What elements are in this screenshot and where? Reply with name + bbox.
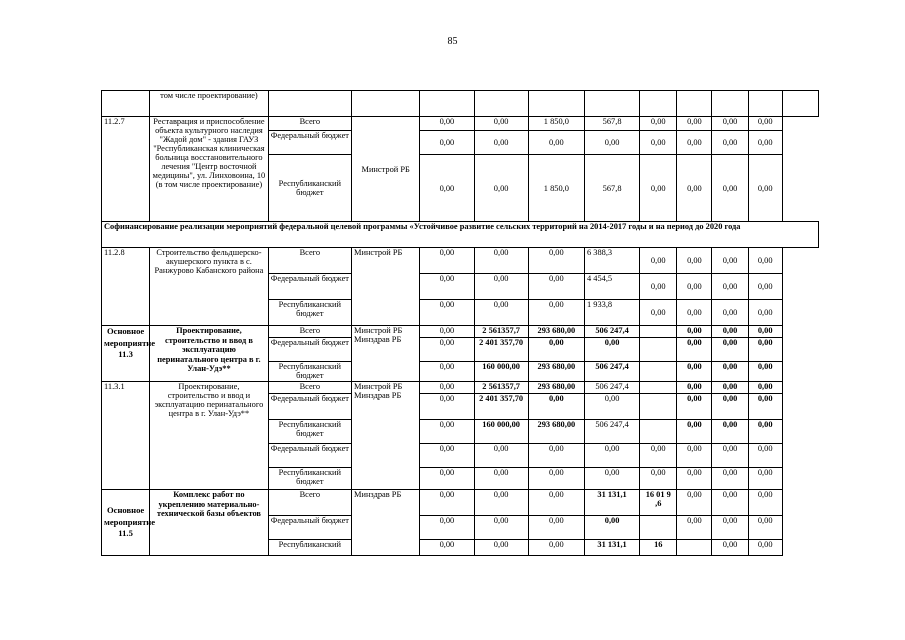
value-cell: 0,00 xyxy=(677,155,712,222)
value-cell: 0,00 xyxy=(420,382,474,394)
value-cell: 0,00 xyxy=(677,131,712,155)
value-cell: 0,00 xyxy=(420,420,474,444)
value-cell: 293 680,00 xyxy=(528,362,584,382)
value-cell: 0,00 xyxy=(420,444,474,468)
value-cell: 0,00 xyxy=(528,540,584,556)
value-cell: 293 680,00 xyxy=(528,420,584,444)
value-cell: 16 01 9 ,6 xyxy=(640,490,677,516)
value-cell: 2 561357,7 xyxy=(474,326,528,338)
value-cell: 160 000,00 xyxy=(474,420,528,444)
value-cell xyxy=(640,362,677,382)
value-cell: 506 247,4 xyxy=(584,362,639,382)
value-cell: 0,00 xyxy=(712,394,748,420)
value-cell: 6 388,3 xyxy=(584,248,639,274)
funding-source: Всего xyxy=(268,326,351,338)
value-cell: 0,00 xyxy=(677,248,712,274)
value-cell: 0,00 xyxy=(474,300,528,326)
value-cell: 0,00 xyxy=(474,155,528,222)
value-cell: 0,00 xyxy=(420,248,474,274)
value-cell: 0,00 xyxy=(677,420,712,444)
value-cell: 0,00 xyxy=(712,490,748,516)
table-row xyxy=(102,248,819,274)
value-cell: 0,00 xyxy=(474,131,528,155)
value-cell: 0,00 xyxy=(640,131,677,155)
table-row xyxy=(102,117,819,131)
value-cell: 0,00 xyxy=(640,117,677,131)
value-cell: 0,00 xyxy=(474,248,528,274)
value-cell: 0,00 xyxy=(584,394,639,420)
value-cell: 160 000,00 xyxy=(474,362,528,382)
value-cell: 0,00 xyxy=(712,338,748,362)
value-cell: 0,00 xyxy=(474,274,528,300)
funding-source: Республиканский бюджет xyxy=(268,155,351,222)
value-cell: 0,00 xyxy=(677,117,712,131)
value-cell: 0,00 xyxy=(677,394,712,420)
value-cell: 0,00 xyxy=(640,444,677,468)
executor: Минздрав РБ xyxy=(352,490,420,556)
section-title: Софинансирование реализации мероприятий федеральной целевой программы «Устойчивое развитие сельских территорий на 2014-2017 годы и на период до 2020 года xyxy=(102,222,819,248)
value-cell: 0,00 xyxy=(420,274,474,300)
value-cell: 0,00 xyxy=(748,326,782,338)
value-cell: 16 xyxy=(640,540,677,556)
value-cell: 0,00 xyxy=(584,444,639,468)
value-cell: 0,00 xyxy=(528,468,584,490)
value-cell: 293 680,00 xyxy=(528,382,584,394)
section-heading-row xyxy=(102,222,819,248)
measure-name: Строительство фельдшерско-акушерского пункта в с. Ранжурово Кабанского района xyxy=(150,248,268,326)
funding-source: Федеральный бюджет xyxy=(268,394,351,420)
value-cell: 0,00 xyxy=(712,516,748,540)
value-cell: 0,00 xyxy=(748,300,782,326)
value-cell: 0,00 xyxy=(528,338,584,362)
value-cell: 0,00 xyxy=(677,490,712,516)
value-cell: 0,00 xyxy=(712,155,748,222)
value-cell: 0,00 xyxy=(748,382,782,394)
value-cell: 2 401 357,70 xyxy=(474,338,528,362)
page-number: 85 xyxy=(447,36,458,47)
value-cell: 0,00 xyxy=(640,155,677,222)
value-cell: 0,00 xyxy=(748,155,782,222)
value-cell: 567,8 xyxy=(584,117,639,131)
funding-source: Республиканский xyxy=(268,540,351,556)
value-cell: 0,00 xyxy=(748,131,782,155)
value-cell: 0,00 xyxy=(420,338,474,362)
value-cell: 567,8 xyxy=(584,155,639,222)
value-cell: 0,00 xyxy=(420,490,474,516)
funding-source: Федеральный бюджет xyxy=(268,444,351,468)
value-cell: 0,00 xyxy=(584,516,639,540)
value-cell: 0,00 xyxy=(528,300,584,326)
measure-code: Основное мероприятие 11.3 xyxy=(102,326,150,382)
value-cell: 506 247,4 xyxy=(584,420,639,444)
value-cell: 0,00 xyxy=(640,468,677,490)
value-cell xyxy=(640,382,677,394)
value-cell: 0,00 xyxy=(712,131,748,155)
value-cell: 293 680,00 xyxy=(528,326,584,338)
value-cell: 0,00 xyxy=(474,490,528,516)
budget-table xyxy=(101,90,819,556)
executor: Минстрой РБ Минздрав РБ xyxy=(352,382,420,490)
value-cell: 0,00 xyxy=(712,468,748,490)
value-cell: 0,00 xyxy=(420,117,474,131)
value-cell: 0,00 xyxy=(712,420,748,444)
value-cell xyxy=(640,326,677,338)
value-cell: 0,00 xyxy=(420,300,474,326)
value-cell: 1 850,0 xyxy=(528,117,584,131)
funding-source: Республиканский бюджет xyxy=(268,420,351,444)
table-row xyxy=(102,326,819,338)
value-cell xyxy=(677,540,712,556)
value-cell: 2 561357,7 xyxy=(474,382,528,394)
funding-source: Всего xyxy=(268,248,351,274)
executor: Минстрой РБ xyxy=(352,117,420,222)
code-cell xyxy=(102,91,150,117)
value-cell: 0,00 xyxy=(712,382,748,394)
value-cell: 0,00 xyxy=(712,540,748,556)
value-cell xyxy=(640,394,677,420)
funding-source: Федеральный бюджет xyxy=(268,516,351,540)
value-cell: 0,00 xyxy=(584,131,639,155)
executor: Минстрой РБ xyxy=(352,248,420,326)
value-cell: 0,00 xyxy=(420,155,474,222)
value-cell: 0,00 xyxy=(640,274,677,300)
value-cell: 0,00 xyxy=(748,444,782,468)
funding-source: Всего xyxy=(268,490,351,516)
value-cell: 0,00 xyxy=(712,444,748,468)
value-cell: 4 454,5 xyxy=(584,274,639,300)
value-cell: 0,00 xyxy=(677,382,712,394)
executor: Минстрой РБ Минздрав РБ xyxy=(352,326,420,382)
value-cell: 506 247,4 xyxy=(584,326,639,338)
funding-source: Всего xyxy=(268,117,351,131)
value-cell: 0,00 xyxy=(528,131,584,155)
value-cell: 0,00 xyxy=(712,248,748,274)
value-cell: 0,00 xyxy=(712,117,748,131)
value-cell: 31 131,1 xyxy=(584,490,639,516)
value-cell: 0,00 xyxy=(528,444,584,468)
value-cell: 0,00 xyxy=(748,362,782,382)
value-cell: 0,00 xyxy=(748,274,782,300)
value-cell: 0,00 xyxy=(528,274,584,300)
value-cell: 0,00 xyxy=(712,362,748,382)
value-cell: 0,00 xyxy=(420,394,474,420)
value-cell: 0,00 xyxy=(748,420,782,444)
value-cell: 0,00 xyxy=(420,131,474,155)
value-cell: 0,00 xyxy=(677,362,712,382)
value-cell: 0,00 xyxy=(677,326,712,338)
value-cell: 0,00 xyxy=(677,516,712,540)
value-cell: 0,00 xyxy=(474,117,528,131)
measure-name: Проектирование, строительство и ввод в эксплуатацию перинатального центра в г. Улан-Удэ** xyxy=(150,326,268,382)
value-cell: 0,00 xyxy=(420,362,474,382)
value-cell: 0,00 xyxy=(420,468,474,490)
value-cell: 0,00 xyxy=(748,117,782,131)
value-cell xyxy=(640,420,677,444)
funding-source: Федеральный бюджет xyxy=(268,338,351,362)
value-cell: 0,00 xyxy=(474,516,528,540)
value-cell: 0,00 xyxy=(712,300,748,326)
value-cell: 0,00 xyxy=(748,394,782,420)
value-cell xyxy=(640,338,677,362)
value-cell: 0,00 xyxy=(474,540,528,556)
value-cell: 0,00 xyxy=(677,468,712,490)
value-cell: 0,00 xyxy=(748,490,782,516)
value-cell: 1 933,8 xyxy=(584,300,639,326)
value-cell: 0,00 xyxy=(677,444,712,468)
value-cell: 0,00 xyxy=(640,300,677,326)
value-cell: 0,00 xyxy=(748,468,782,490)
value-cell: 0,00 xyxy=(474,444,528,468)
value-cell: 0,00 xyxy=(677,300,712,326)
value-cell: 0,00 xyxy=(748,338,782,362)
measure-code: 11.2.8 xyxy=(102,248,150,326)
value-cell: 0,00 xyxy=(528,490,584,516)
funding-source: Республиканский бюджет xyxy=(268,300,351,326)
funding-source: Федеральный бюджет xyxy=(268,131,351,155)
value-cell: 0,00 xyxy=(748,540,782,556)
table-row xyxy=(102,91,819,117)
value-cell: 1 850,0 xyxy=(528,155,584,222)
funding-source: Республиканский бюджет xyxy=(268,362,351,382)
value-cell: 0,00 xyxy=(584,468,639,490)
value-cell: 2 401 357,70 xyxy=(474,394,528,420)
value-cell: 0,00 xyxy=(420,326,474,338)
table-row xyxy=(102,490,819,516)
value-cell: 0,00 xyxy=(584,338,639,362)
value-cell: 31 131,1 xyxy=(584,540,639,556)
value-cell: 0,00 xyxy=(420,540,474,556)
measure-code: Основное мероприятие 11.5 xyxy=(102,490,150,556)
measure-code: 11.3.1 xyxy=(102,382,150,490)
value-cell: 0,00 xyxy=(528,248,584,274)
value-cell: 0,00 xyxy=(712,326,748,338)
value-cell xyxy=(640,516,677,540)
value-cell: 0,00 xyxy=(677,338,712,362)
value-cell: 0,00 xyxy=(640,248,677,274)
value-cell: 0,00 xyxy=(528,394,584,420)
funding-source: Республиканский бюджет xyxy=(268,468,351,490)
value-cell: 0,00 xyxy=(528,516,584,540)
table-row xyxy=(102,382,819,394)
funding-source: Всего xyxy=(268,382,351,394)
value-cell: 0,00 xyxy=(712,274,748,300)
value-cell: 506 247,4 xyxy=(584,382,639,394)
funding-source: Федеральный бюджет xyxy=(268,274,351,300)
value-cell: 0,00 xyxy=(748,248,782,274)
measure-name: Реставрация и приспособление объекта культурного наследия "Жадой дом" - здания ГАУЗ "Республиканская клиническая больница восстановительного лечения "Центр восточной медицины", ул. Линховоина, 10 (в том числе проектирование) xyxy=(150,117,268,222)
measure-name: Комплекс работ по укреплению материально-технической базы объектов xyxy=(150,490,268,556)
measure-name: том числе проектирование) xyxy=(150,91,268,117)
measure-name: Проектирование, строительство и ввод и эксплуатацию перинатального центра в г. Улан-Удэ** xyxy=(150,382,268,490)
value-cell: 0,00 xyxy=(677,274,712,300)
value-cell: 0,00 xyxy=(420,516,474,540)
measure-code: 11.2.7 xyxy=(102,117,150,222)
value-cell: 0,00 xyxy=(474,468,528,490)
value-cell: 0,00 xyxy=(748,516,782,540)
